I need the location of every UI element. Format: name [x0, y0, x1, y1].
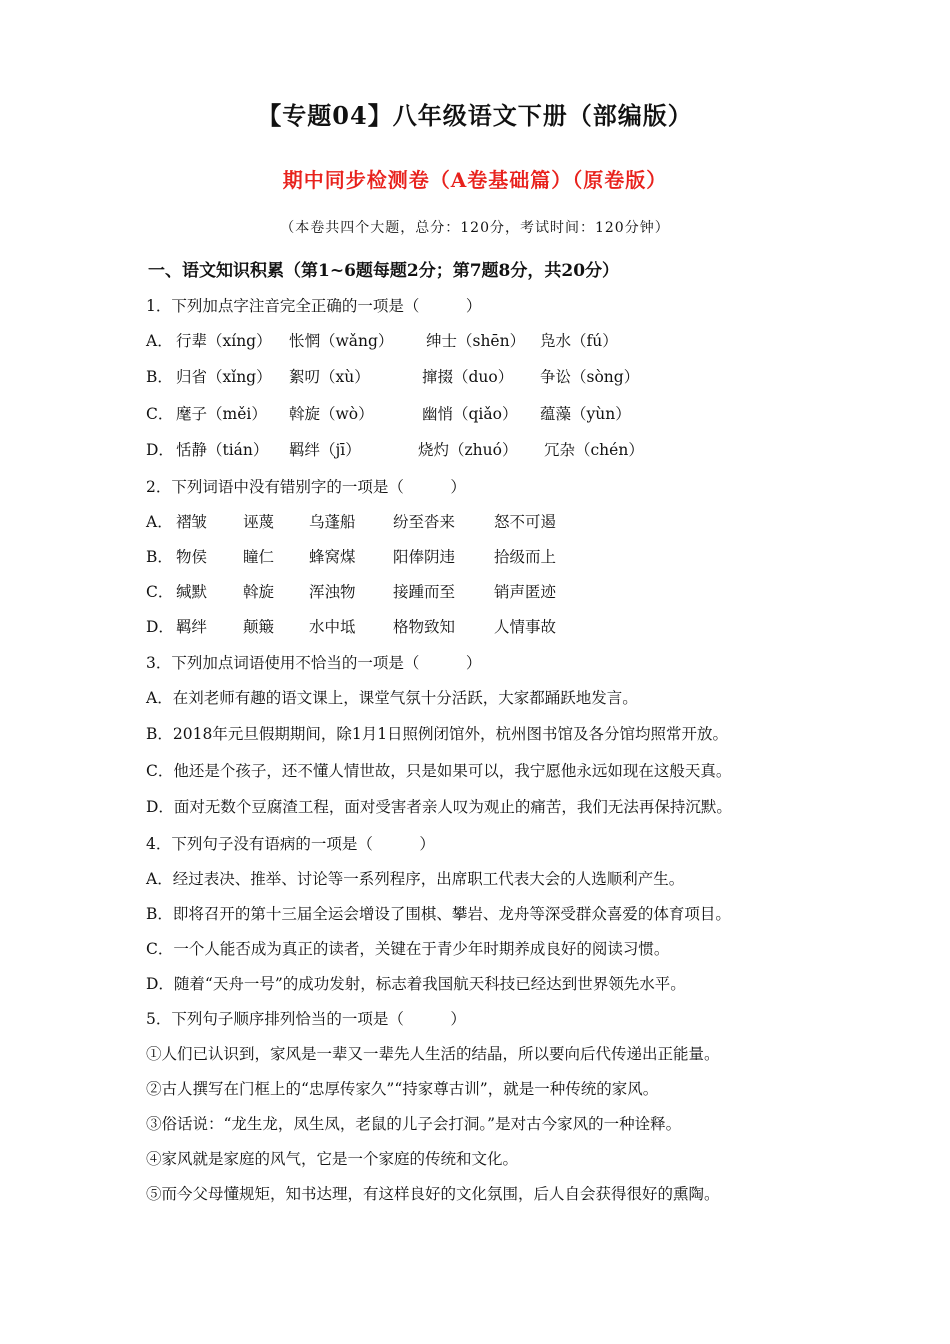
question-3-option-d: D．面对无数个豆腐渣工程，面对受害者亲人叹为观止的痛苦，我们无法再保持沉默。: [146, 798, 732, 816]
option-item: 麾子（měi）: [176, 405, 267, 423]
question-3-option-c: C．他还是个孩子，还不懂人情世故，只是如果可以，我宁愿他永远如现在这般天真。: [146, 762, 732, 780]
option-item: 水中坻: [309, 618, 356, 636]
question-4-option-c: C．一个人能否成为真正的读者，关键在于青少年时期养成良好的阅读习惯。: [146, 940, 670, 958]
question-3-option-b: B．2018年元旦假期期间，除1月1日照例闭馆外，杭州图书馆及各分馆均照常开放。: [146, 725, 729, 743]
question-5-stem: 5．下列句子顺序排列恰当的一项是（ ）: [146, 1010, 466, 1028]
option-item: 人情事故: [494, 618, 557, 636]
page-subtitle: 期中同步检测卷（A卷基础篇）（原卷版）: [282, 168, 668, 192]
question-5-sentence-3: ③俗话说：“龙生龙，凤生凤，老鼠的儿子会打洞。”是对古今家风的一种诠释。: [146, 1115, 682, 1133]
option-item: 羁绊: [176, 618, 208, 636]
option-item: 冗杂（chén）: [544, 441, 644, 459]
option-item: 颠簸: [243, 618, 275, 636]
option-item: 絮叨（xù）: [289, 368, 370, 386]
section-heading: 一、语文知识积累（第1~6题每题2分；第7题8分，共20分）: [148, 261, 620, 281]
option-letter: D．: [146, 618, 174, 636]
option-letter: D．: [146, 441, 174, 459]
page-title: 【专题04】八年级语文下册（部编版）: [257, 101, 693, 130]
option-item: 羁绊（jī）: [289, 441, 361, 459]
option-item: 阳俸阴违: [393, 548, 456, 566]
option-item: 恬静（tián）: [176, 441, 269, 459]
option-item: 浑浊物: [309, 583, 356, 601]
option-item: 褶皱: [176, 513, 208, 531]
option-item: 乌蓬船: [309, 513, 356, 531]
question-4-stem: 4．下列句子没有语病的一项是（ ）: [146, 835, 435, 853]
question-5-sentence-1: ①人们已认识到，家风是一辈又一辈先人生活的结晶，所以要向后代传递出正能量。: [146, 1045, 720, 1063]
option-item: 幽悄（qiǎo）: [422, 405, 518, 423]
option-item: 接踵而至: [393, 583, 456, 601]
option-item: 撺掇（duo）: [422, 368, 514, 386]
option-item: 诬蔑: [243, 513, 275, 531]
option-item: 绅士（shēn）: [426, 332, 526, 350]
option-item: 蜂窝煤: [309, 548, 356, 566]
option-item: 怒不可遏: [494, 513, 557, 531]
option-item: 行辈（xíng）: [176, 332, 272, 350]
option-letter: B．: [146, 368, 173, 386]
question-5-sentence-4: ④家风就是家庭的风气，它是一个家庭的传统和文化。: [146, 1150, 519, 1168]
question-5-sentence-2: ②古人撰写在门框上的“忠厚传家久”“持家尊古训”，就是一种传统的家风。: [146, 1080, 659, 1098]
option-item: 斡旋: [243, 583, 275, 601]
option-letter: A．: [146, 513, 173, 531]
option-item: 怅惘（wǎng）: [289, 332, 394, 350]
option-item: 缄默: [176, 583, 208, 601]
option-item: 物侯: [176, 548, 208, 566]
option-letter: C．: [146, 583, 174, 601]
option-item: 蕴藻（yùn）: [540, 405, 631, 423]
question-2-stem: 2．下列词语中没有错别字的一项是（ ）: [146, 478, 466, 496]
option-item: 瞳仁: [243, 548, 275, 566]
question-3-stem: 3．下列加点词语使用不恰当的一项是（ ）: [146, 654, 482, 672]
option-letter: C．: [146, 405, 174, 423]
question-4-option-d: D．随着“天舟一号”的成功发射，标志着我国航天科技已经达到世界领先水平。: [146, 975, 686, 993]
option-item: 烧灼（zhuó）: [418, 441, 518, 459]
question-5-sentence-5: ⑤而今父母懂规矩，知书达理，有这样良好的文化氛围，后人自会获得很好的熏陶。: [146, 1185, 720, 1203]
option-item: 销声匿迹: [494, 583, 557, 601]
question-4-option-a: A．经过表决、推举、讨论等一系列程序，出席职工代表大会的人选顺利产生。: [146, 870, 685, 888]
option-item: 争讼（sòng）: [540, 368, 640, 386]
question-4-option-b: B．即将召开的第十三届全运会增设了围棋、攀岩、龙舟等深受群众喜爱的体育项目。: [146, 905, 731, 923]
option-letter: A．: [146, 332, 173, 350]
exam-note: （本卷共四个大题，总分：120分，考试时间：120分钟）: [280, 220, 670, 236]
option-item: 斡旋（wò）: [289, 405, 374, 423]
option-item: 纷至沓来: [393, 513, 456, 531]
option-letter: B．: [146, 548, 173, 566]
option-item: 凫水（fú）: [540, 332, 618, 350]
option-item: 拾级而上: [494, 548, 557, 566]
option-item: 格物致知: [393, 618, 456, 636]
question-3-option-a: A．在刘老师有趣的语文课上，课堂气氛十分活跃，大家都踊跃地发言。: [146, 689, 638, 707]
question-1-stem: 1．下列加点字注音完全正确的一项是（ ）: [146, 297, 482, 315]
option-item: 归省（xǐng）: [176, 368, 272, 386]
